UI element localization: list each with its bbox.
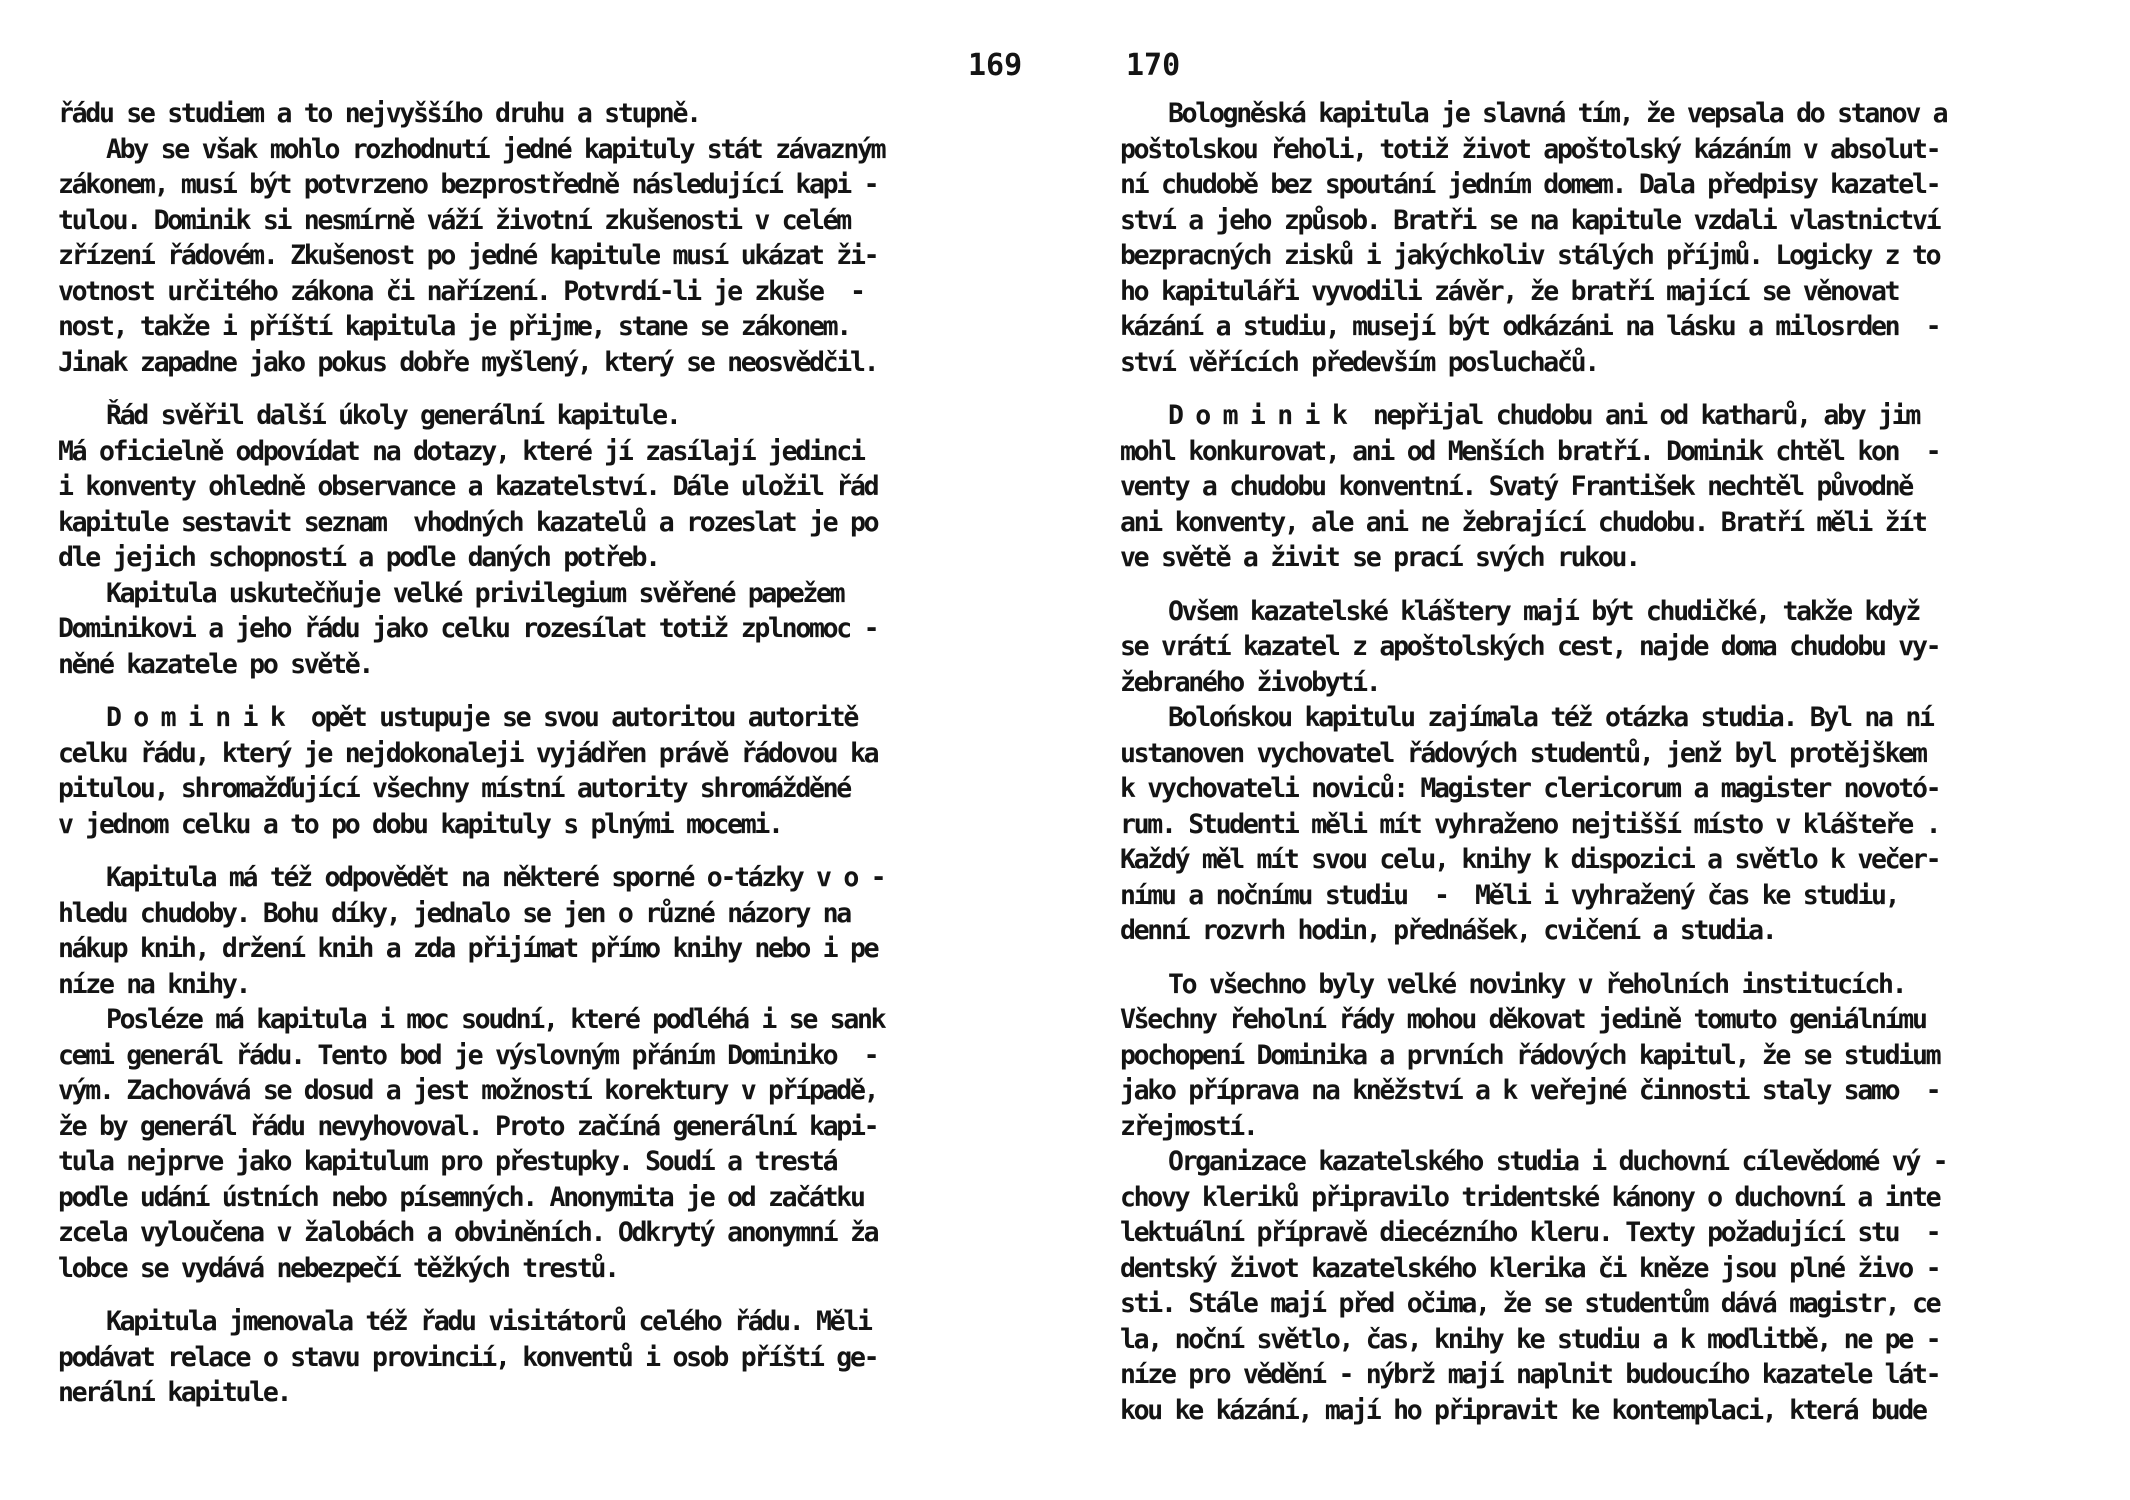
text-line: Každý měl mít svou celu, knihy k dispozici a světlo k večer- (1120, 844, 1940, 875)
text-line: jako příprava na kněžství a k veřejné činnosti staly samo - (1120, 1075, 1940, 1106)
text-line: lektuální přípravě diecézního kleru. Texty požadující stu - (1120, 1217, 1940, 1248)
text-line: Bolońskou kapitulu zajímala též otázka studia. Byl na ní (1168, 702, 1933, 733)
text-line: něné kazatele po světě. (58, 648, 373, 680)
paragraph (1120, 398, 2060, 576)
text-line: D o m i n i k opět ustupuje se svou autoritou autoritě (106, 702, 857, 733)
text-line: Posléze má kapitula i moc soudní, které podléhá i se sank (106, 1004, 885, 1035)
text-line: se vrátí kazatel z apoštolských cest, najde doma chudobu vy- (1120, 631, 1940, 662)
text-line: bezpracných zisků i jakýchkoliv stálých příjmů. Logicky z to (1120, 240, 1940, 271)
paragraph (1120, 594, 2060, 949)
text-line: mohl konkurovat, ani od Menších bratří. Dominik chtěl kon - (1120, 435, 1940, 467)
text-line: ní chudobě bez spoutání jedním domem. Dala předpisy kazatel- (1120, 169, 1940, 200)
text-line: vým. Zachovává se dosud a jest možností korektury v případě, (58, 1075, 878, 1106)
text-line: Jinak zapadne jako pokus dobře myšlený, který se neosvědčil. (58, 346, 878, 378)
text-line: podávat relace o stavu provincií, konventů i osob příští ge- (58, 1341, 878, 1373)
paragraph (58, 96, 998, 380)
text-line: že by generál řádu nevyhovoval. Proto začíná generální kapi- (58, 1110, 878, 1142)
text-line: podle udání ústních nebo písemných. Anonymita je od začátku (58, 1181, 864, 1213)
text-line: Ovšem kazatelské kláštery mají být chudičké, takže když (1168, 595, 1919, 627)
text-line: tulou. Dominik si nesmírně váží životní zkušenosti v celém (58, 204, 850, 236)
text-line: ho kapituláři vyvodili závěr, že bratří mající se věnovat (1120, 275, 1899, 307)
paragraph (1120, 967, 2060, 1429)
right-page (1120, 0, 2060, 1500)
text-line: nímu a nočnímu studiu - Měli i vyhražený čas ke studiu, (1120, 879, 1899, 911)
text-line: kázání a studiu, musejí být odkázáni na lásku a milosrden - (1120, 311, 1940, 342)
text-line: ství a jeho způsob. Bratři se na kapitule vzdali vlastnictví (1120, 204, 1940, 236)
text-line: Dominikovi a jeho řádu jako celku rozesílat totiž zplnomoc - (58, 613, 878, 644)
page-number: 170 (1126, 48, 1181, 83)
text-line: v jednom celku a to po dobu kapituly s plnými mocemi. (58, 808, 782, 840)
text-line: níze na knihy. (58, 968, 250, 1000)
text-line: kou ke kázání, mají ho připravit ke kontemplaci, která bude (1120, 1394, 1926, 1426)
text-line: dle jejich schopností a podle daných potřeb. (58, 542, 659, 573)
text-line: To všechno byly velké novinky v řeholních institucích. (1168, 968, 1906, 1000)
text-line: hledu chudoby. Bohu díky, jednalo se jen o různé názory na (58, 897, 850, 929)
paragraph (58, 860, 998, 1286)
text-line: pitulou, shromažďující všechny místní autority shromážděné (58, 773, 850, 804)
text-line: venty a chudobu konventní. Svatý František nechtěl původně (1120, 471, 1912, 502)
text-line: Aby se však mohlo rozhodnutí jedné kapituly stát závazným (106, 133, 885, 165)
left-page (58, 0, 1023, 1500)
text-line: denní rozvrh hodin, přednášek, cvičení a studia. (1120, 915, 1776, 946)
text-line: i konventy ohledně observance a kazatelství. Dále uložil řád (58, 471, 878, 502)
text-line: ství věřících především posluchačů. (1120, 346, 1598, 378)
text-line: cemi generál řádu. Tento bod je výslovným přáním Dominiko - (58, 1039, 878, 1071)
text-line: ustanoven vychovatel řádových studentů, jenž byl protějškem (1120, 737, 1926, 769)
text-line: Má oficielně odpovídat na dotazy, které jí zasílají jedinci (58, 435, 864, 467)
text-line: nerální kapitule. (58, 1377, 291, 1408)
text-line: řádu se studiem a to nejvyššího druhu a stupně. (58, 98, 700, 129)
text-line: celku řádu, který je nejdokonaleji vyjádřen právě řádovou ka (58, 737, 878, 769)
text-line: zřízení řádovém. Zkušenost po jedné kapitule musí ukázat ži- (58, 240, 878, 271)
text-line: kapitule sestavit seznam vhodných kazatelů a rozeslat je po (58, 506, 878, 538)
text-line: rum. Studenti měli mít vyhraženo nejtišší místo v klášteře . (1120, 808, 1940, 840)
text-line: D o m i n i k nepřijal chudobu ani od katharů, aby jim (1168, 400, 1919, 431)
text-line: zřejmostí. (1120, 1110, 1257, 1142)
text-line: Kapitula má též odpovědět na některé sporné o-tázky v o - (106, 862, 885, 893)
page-body (58, 96, 998, 1429)
text-line: zákonem, musí být potvrzeno bezprostředně následující kapi - (58, 169, 878, 200)
text-line: nákup knih, držení knih a zda přijímat přímo knihy nebo i pe (58, 933, 878, 964)
text-line: Řád svěřil další úkoly generální kapitule. (106, 400, 680, 431)
text-line: níze pro vědění - nýbrž mají naplnit budoucího kazatele lát- (1120, 1359, 1940, 1390)
text-line: Kapitula uskutečňuje velké privilegium svěřené papežem (106, 577, 844, 609)
text-line: nost, takže i příští kapitula je přijme, stane se zákonem. (58, 311, 850, 342)
text-line: tula nejprve jako kapitulum pro přestupky. Soudí a trestá (58, 1146, 837, 1177)
text-line: ani konventy, ale ani ne žebrající chudobu. Bratří měli žít (1120, 506, 1926, 538)
paragraph (58, 700, 998, 842)
text-line: ve světě a živit se prací svých rukou. (1120, 542, 1639, 573)
page-body (1120, 96, 2060, 1446)
text-line: zcela vyloučena v žalobách a obviněních. Odkrytý anonymní ža (58, 1217, 878, 1248)
text-line: Bologněská kapitula je slavná tím, že vepsala do stanov a (1168, 98, 1947, 129)
page-number: 169 (968, 48, 1023, 83)
text-line: votnost určitého zákona či nařízení. Potvrdí-li je zkuše - (58, 275, 864, 307)
text-line: Kapitula jmenovala též řadu visitátorů celého řádu. Měli (106, 1306, 871, 1337)
text-line: pochopení Dominika a prvních řádových kapitul, že se studium (1120, 1039, 1940, 1071)
text-line: lobce se vydává nebezpečí těžkých trestů. (58, 1252, 618, 1284)
text-line: chovy kleriků připravilo tridentské kánony o duchovní a inte (1120, 1181, 1940, 1213)
paragraph (1120, 96, 2060, 380)
text-line: Všechny řeholní řády mohou děkovat jedině tomuto geniálnímu (1120, 1004, 1926, 1035)
paragraph (58, 1304, 998, 1411)
text-line: Organizace kazatelského studia i duchovní cílevědomé vý - (1168, 1146, 1947, 1177)
text-line: la, noční světlo, čas, knihy ke studiu a k modlitbě, ne pe - (1120, 1323, 1940, 1355)
text-line: žebraného živobytí. (1120, 666, 1380, 698)
text-line: poštolskou řeholi, totiž život apoštolský kázáním v absolut- (1120, 133, 1940, 165)
text-line: sti. Stále mají před očima, že se studentům dává magistr, ce (1120, 1288, 1940, 1319)
paragraph (58, 398, 998, 682)
text-line: k vychovateli noviců: Magister clericorum a magister novotó- (1120, 773, 1940, 804)
text-line: dentský život kazatelského klerika či kněze jsou plné živo - (1120, 1252, 1940, 1284)
